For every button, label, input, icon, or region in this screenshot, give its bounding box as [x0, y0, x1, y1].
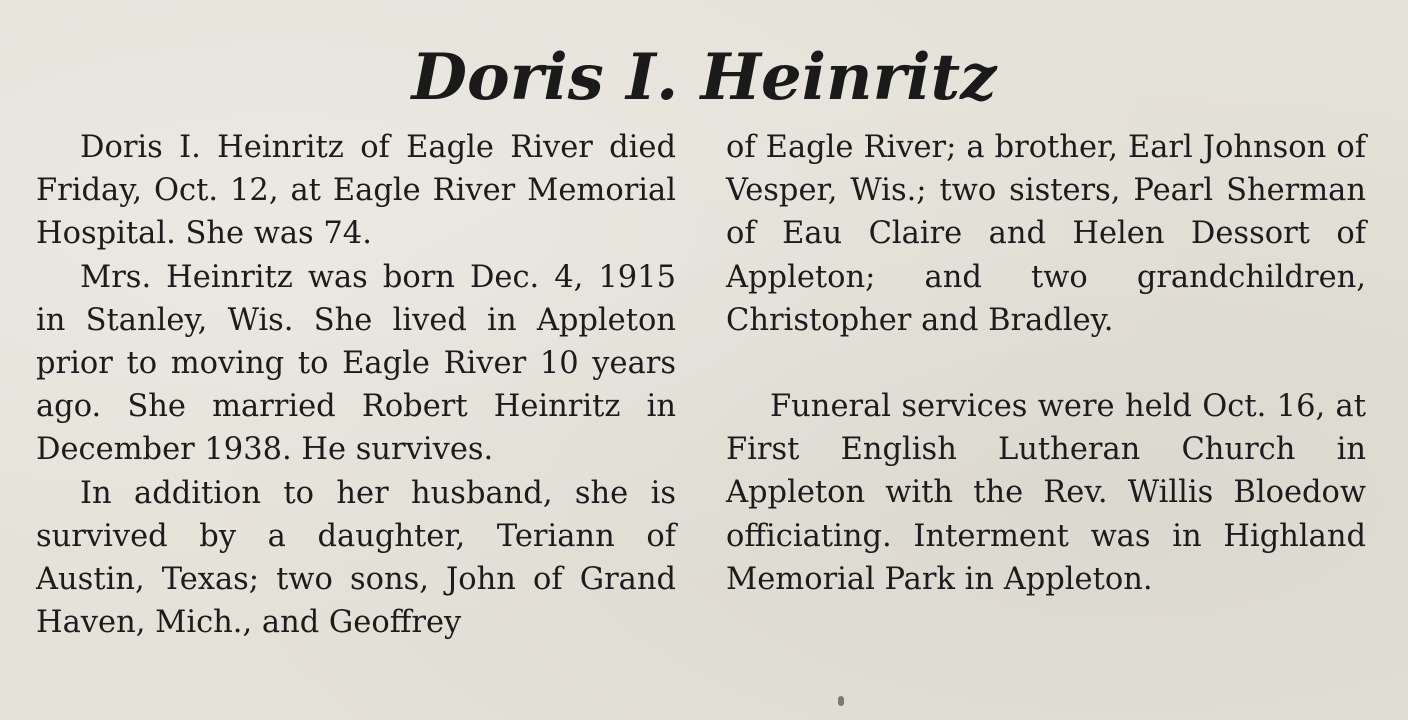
ink-smudge	[838, 696, 844, 706]
right-column	[726, 126, 1366, 601]
paragraph-survivors-start: In addition to her husband, she is survived by a daughter, Teriann of Austin, Texas; two sons, John of Grand Haven, Mich., and Geoffrey	[36, 475, 676, 641]
obituary-headline: Doris I. Heinritz	[411, 40, 997, 115]
paragraph-funeral-services: Funeral services were held Oct. 16, at First English Lutheran Church in Appleton with the Rev. Willis Bloedow officiating. Interment was in Highland Memorial Park in Appleton.	[726, 389, 1366, 597]
paragraph-survivors-continued: of Eagle River; a brother, Earl Johnson of Vesper, Wis.; two sisters, Pearl Sherman of Eau Claire and Helen Dessort of Appleton; and two grandchildren, Christopher and Bradley.	[726, 130, 1366, 338]
left-column	[36, 126, 676, 644]
paragraph-death-notice: Doris I. Heinritz of Eagle River died Friday, Oct. 12, at Eagle River Memorial Hospital. She was 74.	[36, 130, 676, 252]
paragraph-biography: Mrs. Heinritz was born Dec. 4, 1915 in Stanley, Wis. She lived in Appleton prior to moving to Eagle River 10 years ago. She married Robert Heinritz in December 1938. He survives.	[36, 259, 676, 468]
